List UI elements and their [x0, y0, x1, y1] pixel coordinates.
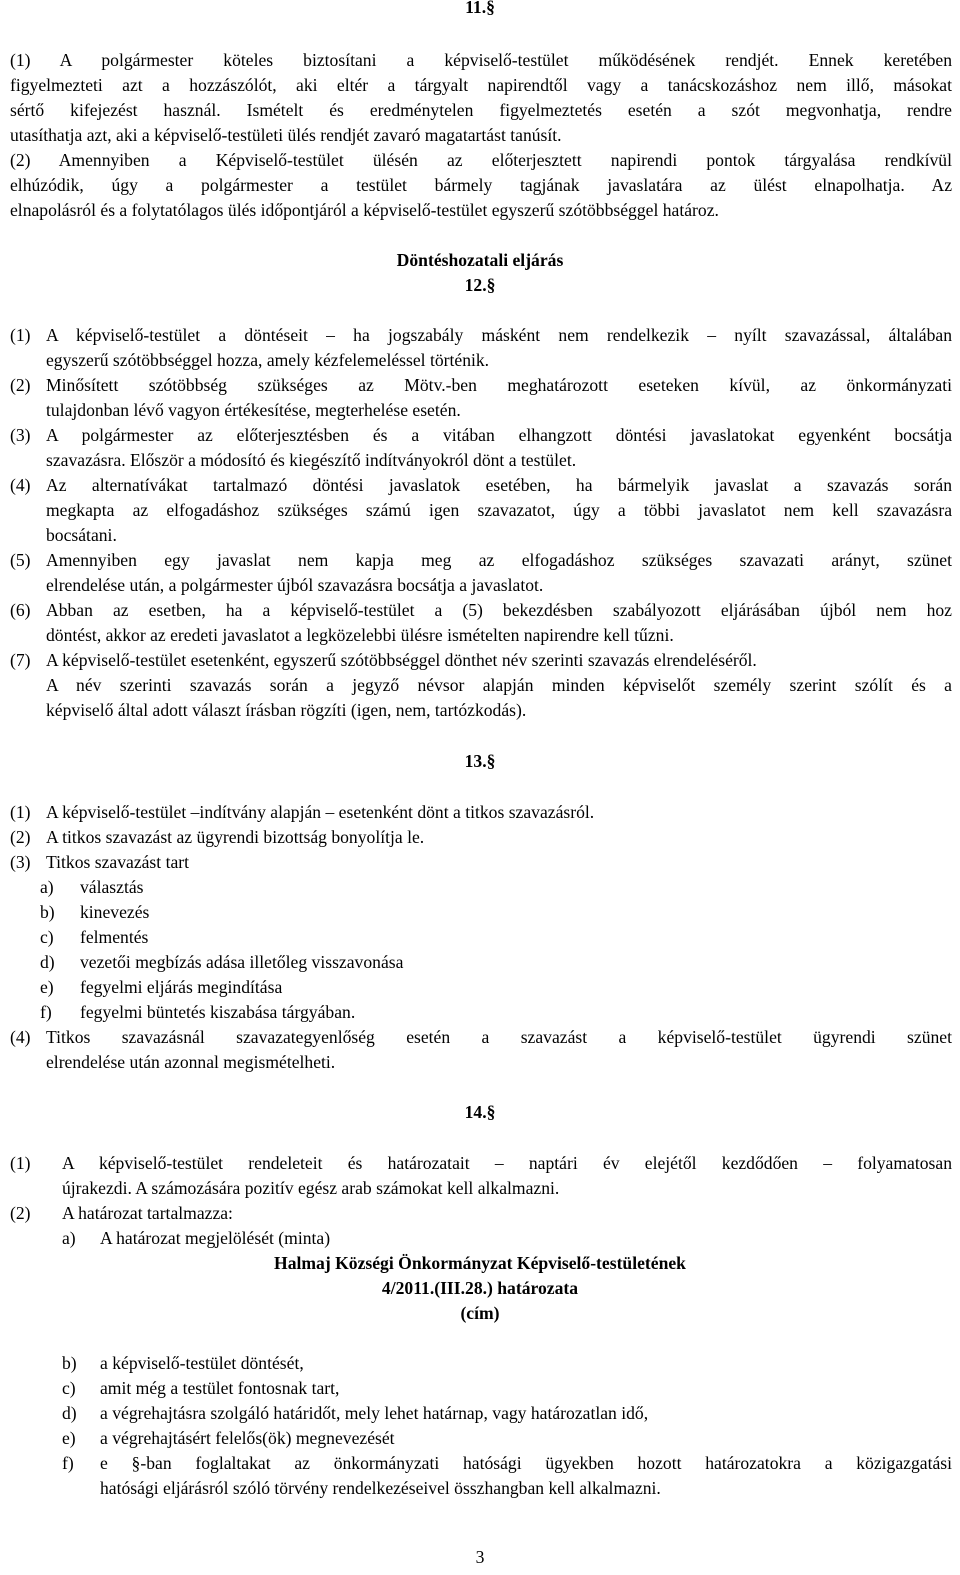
s12-item-line: képviselő által adott választ írásban rögzíti (igen, nem, tartózkodás). — [46, 700, 527, 720]
s14-item-line: újrakezdi. A számozására pozitív egész arab számokat kell alkalmazni. — [62, 1178, 560, 1198]
s11-p2-line: elhúzódik, úgy a polgármester a testület bármely tagjának javaslatára az ülést elnapolhatja. Az — [10, 175, 952, 195]
s14-item-text: A határozat tartalmazza: — [62, 1203, 233, 1223]
s13-sub-text: vezetői megbízás adása illetőleg visszavonása — [80, 952, 404, 972]
s12-item-line: Az alternatívákat tartalmazó döntési javaslatok esetében, ha bármelyik javaslat a szavazás során — [46, 475, 952, 495]
s14-sub-letter: a) — [62, 1228, 76, 1248]
s14-sub-line: e §-ban foglaltakat az önkormányzati hatósági ügyekben hozott határozatokra a közigazgatási — [100, 1453, 952, 1473]
s14-item-line: A képviselő-testület rendeleteit és határozatait – naptári év elejétől kezdődően – folyamatosan — [62, 1153, 952, 1173]
s11-p1-line: figyelmezteti azt a hozzászólót, aki eltér a tárgyalt napirendtől vagy a tanácskozáshoz nem illő, másokat — [10, 75, 952, 95]
s12-item-line: döntést, akkor az eredeti javaslatot a legközelebbi ülésre ismételten napirendre kell tűzni. — [46, 625, 674, 645]
s14-sub-text: amit még a testület fontosnak tart, — [100, 1378, 340, 1398]
s14-sub-text: a végrehajtásra szolgáló határidőt, mely lehet határnap, vagy határozatlan idő, — [100, 1403, 649, 1423]
s13-item-line: Titkos szavazásnál szavazategyenlőség esetén a szavazást a képviselő-testület ügyrendi szünet — [46, 1027, 952, 1047]
s12-item-number: (2) — [10, 375, 31, 395]
sample-title: Halmaj Községi Önkormányzat Képviselő-testületének — [274, 1253, 686, 1273]
s14-sub-text: a végrehajtásért felelős(ök) megnevezését — [100, 1428, 395, 1448]
section-11-heading: 11.§ — [465, 0, 495, 17]
s13-sub-text: felmentés — [80, 927, 149, 947]
s12-item-number: (1) — [10, 325, 31, 345]
s14-sub-text: a képviselő-testület döntését, — [100, 1353, 304, 1373]
s11-p1-line: sértő kifejezést használ. Ismételt és eredménytelen figyelmeztetés esetén a szót megvonhatja, rendre — [10, 100, 952, 120]
s14-item-number: (2) — [10, 1203, 31, 1223]
s12-item-line: A polgármester az előterjesztésben és a vitában elhangzott döntési javaslatokat egyenként bocsátja — [46, 425, 952, 445]
s11-p2-line: elnapolásról és a folytatólagos ülés időpontjáról a képviselő-testület egyszerű szótöbbséggel határoz. — [10, 200, 719, 220]
s14-item-number: (1) — [10, 1153, 31, 1173]
s14-sub-letter: d) — [62, 1403, 77, 1423]
s12-item-number: (5) — [10, 550, 31, 570]
page-number: 3 — [475, 1547, 485, 1567]
s13-item-text: Titkos szavazást tart — [46, 852, 190, 872]
s12-item-number: (7) — [10, 650, 31, 670]
sample-number: 4/2011.(III.28.) határozata — [381, 1278, 579, 1298]
s13-item-text: A titkos szavazást az ügyrendi bizottság bonyolítja le. — [46, 827, 425, 847]
s11-p2-line: (2) Amennyiben a Képviselő-testület ülésén az előterjesztett napirendi pontok tárgyalása rendkívül — [10, 150, 952, 170]
s13-sub-text: fegyelmi büntetés kiszabása tárgyában. — [80, 1002, 356, 1022]
s12-item-line: Amennyiben egy javaslat nem kapja meg az elfogadáshoz szükséges szavazati arányt, szünet — [46, 550, 952, 570]
s14-sub-line: hatósági eljárásról szóló törvény rendelkezéseivel összhangban kell alkalmazni. — [100, 1478, 661, 1498]
s12-item-line: megkapta az elfogadáshoz szükséges számú igen szavazatot, úgy a többi javaslatot nem kell szavazásra — [46, 500, 952, 520]
s14-sub-letter: c) — [62, 1378, 76, 1398]
s14-sub-letter: b) — [62, 1353, 77, 1373]
section-12-heading: 12.§ — [464, 275, 496, 295]
s13-sub-text: fegyelmi eljárás megindítása — [80, 977, 283, 997]
s12-item-number: (3) — [10, 425, 31, 445]
s13-sub-text: kinevezés — [80, 902, 150, 922]
s13-item-text: A képviselő-testület –indítvány alapján – esetenként dönt a titkos szavazásról. — [46, 802, 595, 822]
s12-item-line: A képviselő-testület a döntéseit – ha jogszabály másként nem rendelkezik – nyílt szavazással, általában — [46, 325, 952, 345]
s12-item-line: tulajdonban lévő vagyon értékesítése, megterhelése esetén. — [46, 400, 461, 420]
s12-item-number: (6) — [10, 600, 31, 620]
sample-subject: (cím) — [460, 1303, 500, 1323]
s13-sub-text: választás — [80, 877, 144, 897]
s13-item-number: (4) — [10, 1027, 31, 1047]
s13-sub-letter: d) — [40, 952, 55, 972]
s13-item-number: (1) — [10, 802, 31, 822]
s12-item-line: bocsátani. — [46, 525, 117, 545]
s11-p1-line: (1) A polgármester köteles biztosítani a képviselő-testület működésének rendjét. Ennek keretében — [10, 50, 952, 70]
section-13-heading: 13.§ — [464, 751, 496, 771]
section-12-title: Döntéshozatali eljárás — [396, 250, 564, 270]
s12-item-number: (4) — [10, 475, 31, 495]
s14-sub-letter: e) — [62, 1428, 76, 1448]
s13-item-number: (2) — [10, 827, 31, 847]
s13-sub-letter: e) — [40, 977, 54, 997]
s13-sub-letter: c) — [40, 927, 54, 947]
s12-item-line: elrendelése után, a polgármester újból szavazásra bocsátja a javaslatot. — [46, 575, 544, 595]
s12-item-line: A név szerinti szavazás során a jegyző névsor alapján minden képviselőt személy szerint szólít és a — [46, 675, 952, 695]
s14-sub-text: A határozat megjelölését (minta) — [100, 1228, 331, 1248]
s12-item-line: Abban az esetben, ha a képviselő-testület a (5) bekezdésben szabályozott eljárásában újból nem hoz — [46, 600, 952, 620]
s12-item-line: Minősített szótöbbség szükséges az Mötv.-ben meghatározott eseteken kívül, az önkormányzati — [46, 375, 952, 395]
section-14-heading: 14.§ — [464, 1102, 496, 1122]
s13-sub-letter: f) — [40, 1002, 52, 1022]
s13-item-number: (3) — [10, 852, 31, 872]
s11-p1-line: utasíthatja azt, aki a képviselő-testületi ülés rendjét zavaró magatartást tanúsít. — [10, 125, 562, 145]
s12-item-line: egyszerű szótöbbséggel hozza, amely kézfelemeléssel történik. — [46, 350, 490, 370]
s13-sub-letter: a) — [40, 877, 54, 897]
s12-item-line: szavazásra. Először a módosító és kiegészítő indítványokról dönt a testület. — [46, 450, 577, 470]
s13-sub-letter: b) — [40, 902, 55, 922]
s14-sub-letter: f) — [62, 1453, 74, 1473]
s12-item-line: A képviselő-testület esetenként, egyszerű szótöbbséggel dönthet név szerinti szavazás elrendeléséről. — [46, 650, 757, 670]
s13-item-line: elrendelése után azonnal megismételheti. — [46, 1052, 336, 1072]
